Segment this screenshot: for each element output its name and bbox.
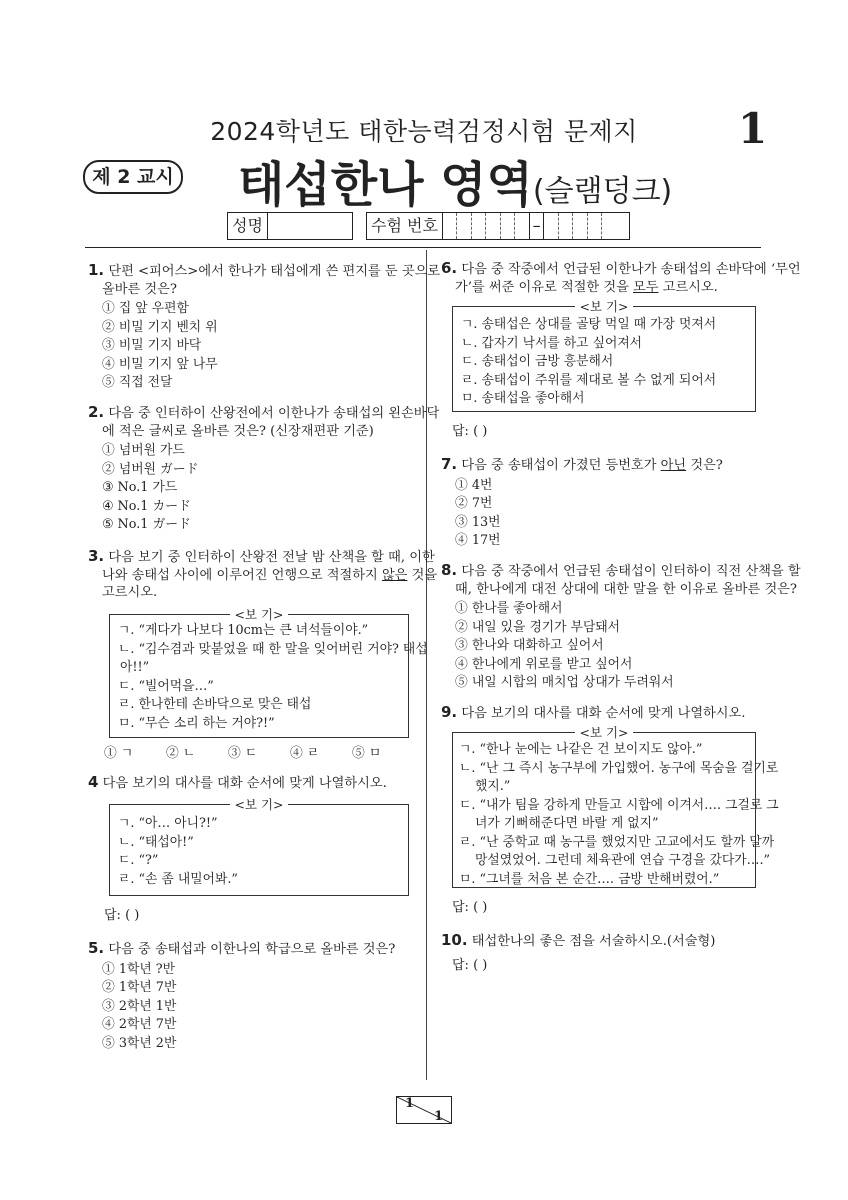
exam-number-dash: – [530,213,545,239]
question-text: 에 적은 글씨로 올바른 것은? (신장재편판 기준) [102,423,374,439]
name-label: 성명 [228,213,268,239]
page-current: 1 [405,1096,415,1111]
option[interactable]: ① 집 앞 우편함 [102,301,189,316]
example-line: ㄴ. 갑자기 낙서를 하고 싶어져서 [461,335,643,351]
question-3 [88,548,437,602]
option[interactable]: ② 내일 있을 경기가 부담돼서 [455,619,621,635]
question-text: 태섭한나의 좋은 점을 서술하시오.(서술형) [471,934,716,949]
option[interactable]: ⑤ 3학년 2반 [102,1035,177,1051]
option[interactable]: ④ 17번 [455,533,501,549]
question-text: 것을 [407,567,438,583]
question-number: 5. [88,939,105,957]
exam-number-digits [443,213,603,239]
option[interactable]: ① ㄱ [104,746,134,761]
example-line: ㄷ. “?” [118,853,159,868]
question-text: 다음 보기의 대사를 대화 순서에 맞게 나열하시오. [461,706,746,721]
option[interactable]: ② 넘버원 ガード [102,461,199,477]
option[interactable]: ⑤ No.1 ガード [102,517,191,533]
subject-title [238,146,672,215]
q10-answer[interactable]: 답: ( ) [452,958,488,973]
option[interactable]: ② ㄴ [166,746,196,761]
header-divider [85,247,761,248]
question-8 [441,562,801,693]
example-box-title: <보 기> [575,299,632,314]
example-line: ㄹ. “난 중학교 때 농구를 했었지만 고교에서도 할까 말까 [459,834,775,850]
question-text: 다음 보기 중 인터하이 산왕전 전날 밤 산책을 할 때, 이한 [108,550,435,565]
question-text: 올바른 것은? [102,281,177,297]
q9-answer[interactable]: 답: ( ) [452,900,488,915]
example-line: ㄱ. “한나 눈에는 나같은 건 보이지도 않아.” [459,742,703,757]
subject-main: 태섭한나 영역 [238,157,533,213]
option[interactable]: ② 1학년 7반 [102,980,177,996]
question-number: 4 [88,773,99,791]
example-line: ㅁ. 송태섭을 좋아해서 [461,391,585,406]
option[interactable]: ⑤ 직접 전달 [102,375,173,391]
option[interactable]: ② 비밀 기지 벤치 위 [102,319,218,335]
q4-example-box [109,797,409,896]
q9-example-box [452,725,779,888]
page-total: 1 [433,1109,443,1124]
example-line: ㄴ. “김수겸과 맞붙었을 때 한 말을 잊어버린 거야? 태섭 [118,641,428,657]
question-number: 6. [441,259,458,277]
option[interactable]: ④ 2학년 7반 [102,1017,177,1033]
example-box-title: <보 기> [575,725,632,740]
question-number: 10. [441,931,468,949]
option[interactable]: ① 한나를 좋아해서 [455,601,563,616]
question-text: 다음 보기의 대사를 대화 순서에 맞게 나열하시오. [102,776,387,791]
question-1 [88,262,440,393]
option[interactable]: ④ ㄹ [290,746,320,761]
question-text: 가’를 써준 이유로 적절한 것을 [455,279,634,295]
question-6 [441,260,801,296]
question-2 [88,404,439,535]
question-text: 것은? [686,458,723,473]
example-line: ㄱ. 송태섭은 상대를 골탕 먹일 때 가장 멋져서 [461,317,717,332]
option[interactable]: ③ ㄷ [228,746,258,761]
example-line: 녀가 기뻐해준다면 바랄 게 없지” [475,816,659,831]
question-text: 고르시오. [658,279,718,295]
question-10 [441,932,715,951]
question-9 [441,704,745,723]
q3-choices [104,742,414,761]
question-text: 다음 중 송태섭과 이한나의 학급으로 올바른 것은? [108,942,396,957]
question-text: 때, 한나에게 대전 상대에 대한 말을 한 이유로 올바른 것은? [455,581,797,597]
option[interactable]: ④ 한나에게 위로를 받고 싶어서 [455,656,633,672]
question-text: 단편 <피어스>에서 한나가 태섭에게 쓴 편지를 둔 곳으로 [108,264,441,279]
question-text: 나와 송태섭 사이에 이루어진 언행으로 적절하지 [102,567,382,583]
question-number: 3. [88,547,105,565]
q3-example-box [109,607,428,738]
exam-number-field[interactable] [366,212,630,240]
question-number: 2. [88,403,105,421]
question-4 [88,774,387,793]
q6-example-box [452,299,756,412]
question-number: 7. [441,455,458,473]
example-line: ㄹ. 한나한테 손바닥으로 맞은 태섭 [118,697,312,712]
question-5 [88,940,395,1053]
question-emphasis: 않은 [381,567,408,583]
page-number-large: 1 [738,104,768,153]
q6-answer[interactable]: 답: ( ) [452,424,488,439]
example-box-title: <보 기> [230,607,287,622]
example-line: 했지.” [475,779,511,794]
question-text: 다음 중 작중에서 언급된 송태섭이 인터하이 직전 산책을 할 [461,564,801,579]
example-line: ㅁ. “그녀를 처음 본 순간…. 금방 반해버렸어.” [459,871,720,887]
option[interactable]: ③ 비밀 기지 바닥 [102,338,202,354]
exam-title: 2024학년도 태한능력검정시험 문제지 [210,117,638,146]
example-line: ㄷ. “내가 팀을 강하게 만들고 시합에 이겨서…. 그걸로 그 [459,797,779,813]
example-line: ㅁ. “무슨 소리 하는 거야?!” [118,715,275,731]
question-emphasis: 아닌 [660,458,687,473]
option[interactable]: ③ 한나와 대화하고 싶어서 [455,638,604,654]
option[interactable]: ⑤ ㅁ [352,746,382,761]
question-number: 1. [88,261,105,279]
question-text: 다음 중 작중에서 언급된 이한나가 송태섭의 손바닥에 ‘무언 [461,262,801,277]
question-7 [441,456,723,551]
name-field[interactable] [227,212,353,240]
question-text: 다음 중 송태섭이 가졌던 등번호가 [461,458,661,473]
option[interactable]: ③ 2학년 1반 [102,998,177,1014]
exam-number-label: 수험 번호 [367,213,443,239]
option[interactable]: ④ No.1 カード [102,498,191,514]
example-line: 아!!” [120,660,150,675]
option[interactable]: ② 7번 [455,496,493,512]
session-badge: 제 2 교시 [83,160,183,194]
example-line: ㄹ. 송태섭이 주위를 제대로 볼 수 없게 되어서 [461,372,717,388]
q4-answer[interactable]: 답: ( ) [104,908,140,923]
example-line: ㄱ. “아… 아니?!” [118,816,218,831]
option[interactable]: ④ 비밀 기지 앞 나무 [102,356,218,372]
example-line: ㄴ. “태섭아!” [118,834,194,850]
example-box-title: <보 기> [230,797,287,812]
question-text: 다음 중 인터하이 산왕전에서 이한나가 송태섭의 왼손바닥 [108,406,440,421]
example-line: ㄱ. “게다가 나보다 10cm는 큰 녀석들이야.” [118,623,369,638]
page-indicator [396,1096,452,1124]
example-line: ㄷ. 송태섭이 금방 흥분해서 [461,354,614,369]
option[interactable]: ① 4번 [455,477,493,493]
option[interactable]: ③ 13번 [455,514,501,530]
question-number: 8. [441,561,458,579]
option[interactable]: ① 넘버원 가드 [102,443,185,458]
subject-sub: (슬램덩크) [532,174,673,209]
option[interactable]: ① 1학년 ?반 [102,961,176,977]
question-number: 9. [441,703,458,721]
example-line: 망설였었어. 그런데 체육관에 연습 구경을 갔다가….” [475,853,771,868]
example-line: ㄷ. “빌어먹을…” [118,678,214,694]
example-line: ㄴ. “난 그 즉시 농구부에 가입했어. 농구에 목숨을 걸기로 [459,760,779,776]
example-line: ㄹ. “손 좀 내밀어봐.” [118,871,238,887]
question-emphasis: 모두 [633,279,659,295]
question-text: 고르시오. [102,585,158,600]
option[interactable]: ⑤ 내일 시합의 매치업 상대가 두려워서 [455,675,674,691]
option[interactable]: ③ No.1 가드 [102,480,178,496]
